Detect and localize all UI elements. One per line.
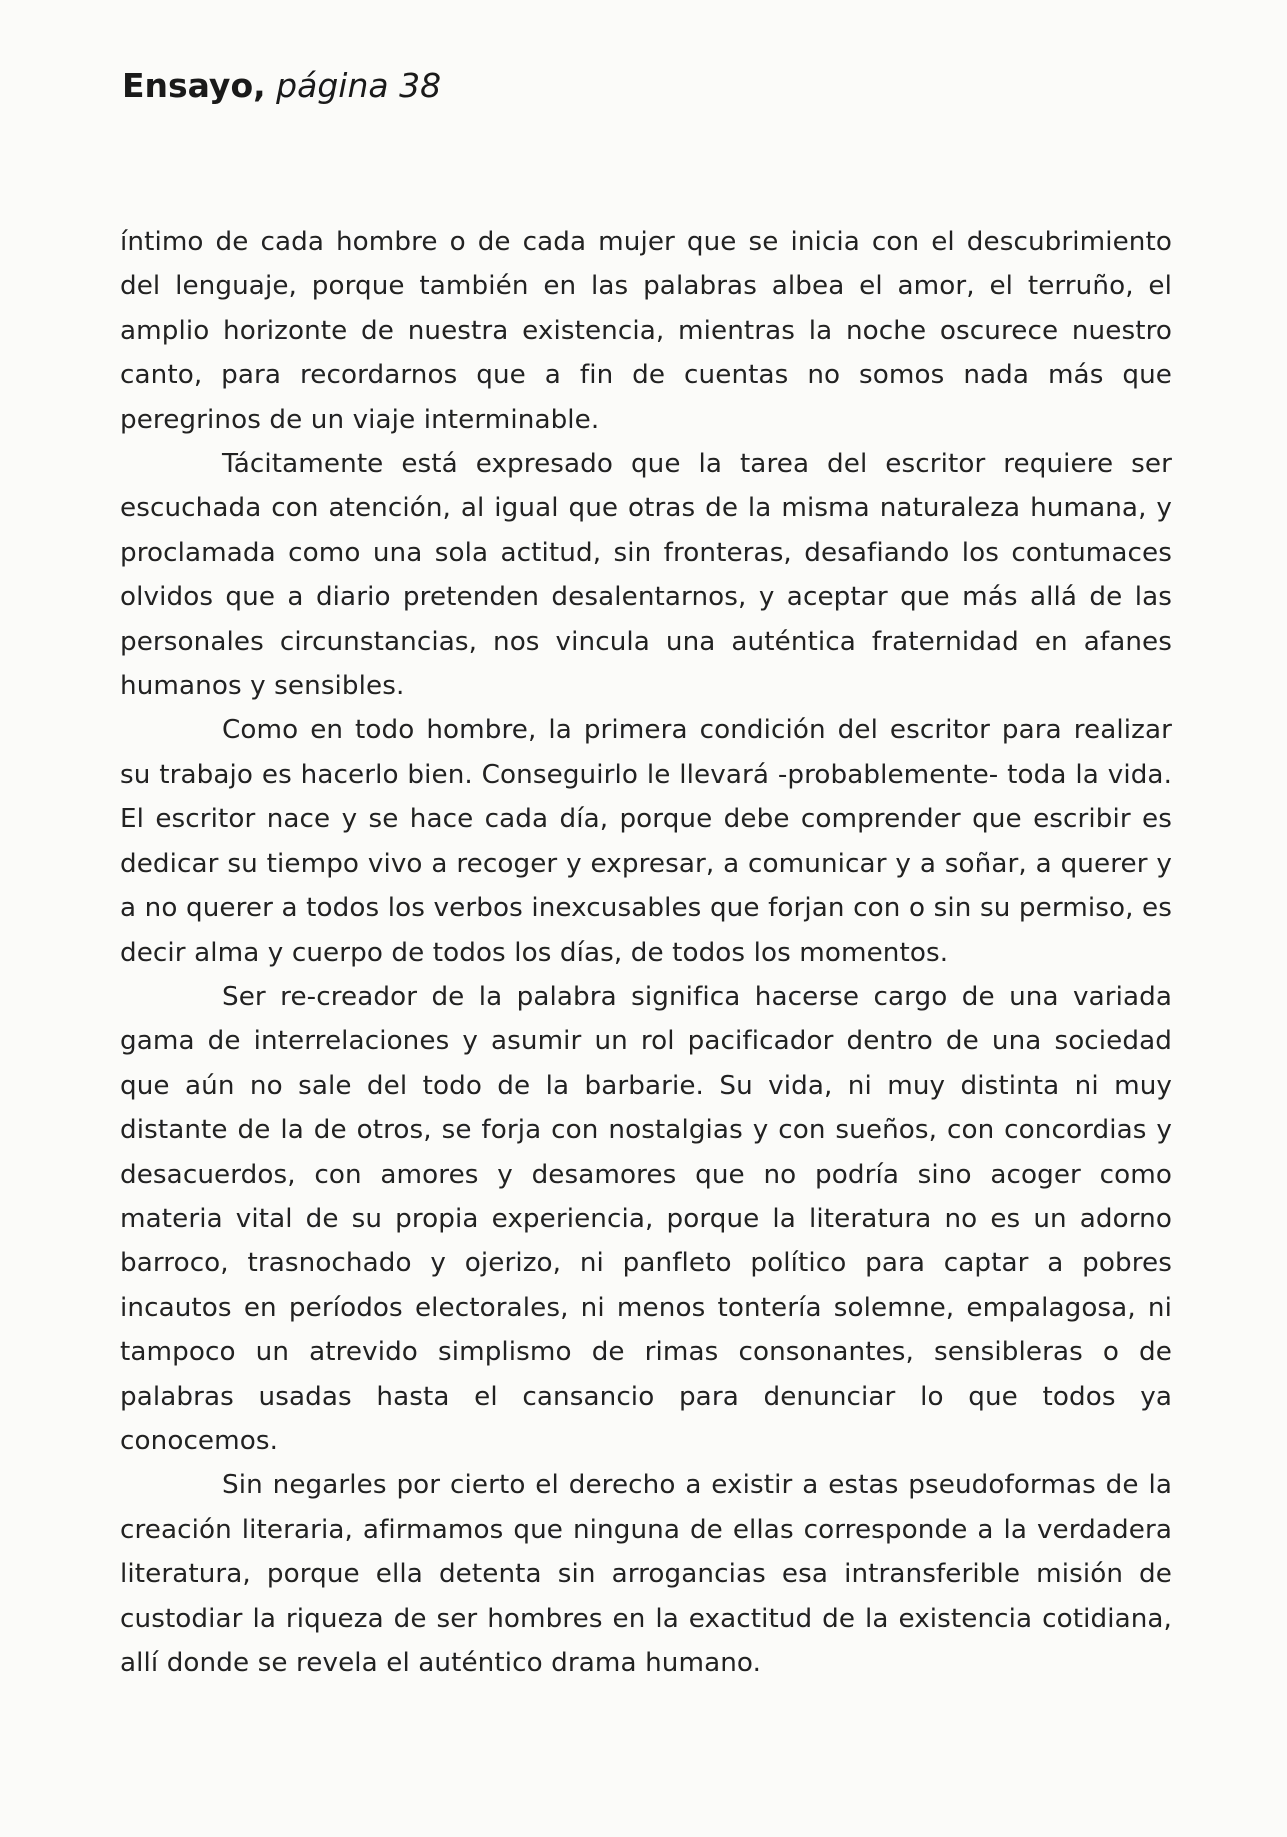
running-head bbox=[122, 64, 441, 108]
paragraph: Como en todo hombre, la primera condición del escritor para realizar su trabajo es hacerlo bien. Conseguirlo le llevará -probablemente- toda la vida. El escritor nace y se hace cada día, porque debe comprender que escribir es dedicar su tiempo vivo a recoger y expresar, a comunicar y a soñar, a querer y a no querer a todos los verbos inexcusables que forjan con o sin su permiso, es decir alma y cuerpo de todos los días, de todos los momentos. bbox=[120, 715, 1172, 968]
paragraph: Ser re-creador de la palabra significa hacerse cargo de una variada gama de interrelaciones y asumir un rol pacificador dentro de una sociedad que aún no sale del todo de la barbarie. Su vida, ni muy distinta ni muy distante de la de otros, se forja con nostalgias y con sueños, con concordias y desacuerdos, con amores y desamores que no podría sino acoger como materia vital de su propia experiencia, porque la literatura no es un adorno barroco, trasnochado y ojerizo, ni panfleto político para captar a pobres incautos en períodos electorales, ni menos tontería solemne, empalagosa, ni tampoco un atrevido simplismo de rimas consonantes, sensibleras o de palabras usadas hasta el cansancio para denunciar lo que todos ya conocemos. bbox=[120, 981, 1172, 1456]
essay-body bbox=[120, 220, 1172, 1685]
page-label: página 38 bbox=[276, 66, 442, 105]
paragraph: íntimo de cada hombre o de cada mujer que se inicia con el descubrimiento del lenguaje, porque también en las palabras albea el amor, el terruño, el amplio horizonte de nuestra existencia, mientras la noche oscurece nuestro canto, para recordarnos que a fin de cuentas no somos nada más que peregrinos de un viaje interminable. bbox=[120, 227, 1172, 435]
paragraph: Tácitamente está expresado que la tarea del escritor requiere ser escuchada con atención, al igual que otras de la misma naturaleza humana, y proclamada como una sola actitud, sin fronteras, desafiando los contumaces olvidos que a diario pretenden desalentarnos, y aceptar que más allá de las personales circunstancias, nos vincula una auténtica fraternidad en afanes humanos y sensibles. bbox=[120, 449, 1172, 702]
paragraph: Sin negarles por cierto el derecho a existir a estas pseudoformas de la creación literaria, afirmamos que ninguna de ellas corresponde a la verdadera literatura, porque ella detenta sin arrogancias esa intransferible misión de custodiar la riqueza de ser hombres en la exactitud de la existencia cotidiana, allí donde se revela el auténtico drama humano. bbox=[120, 1470, 1172, 1678]
section-title: Ensayo, bbox=[122, 66, 266, 105]
